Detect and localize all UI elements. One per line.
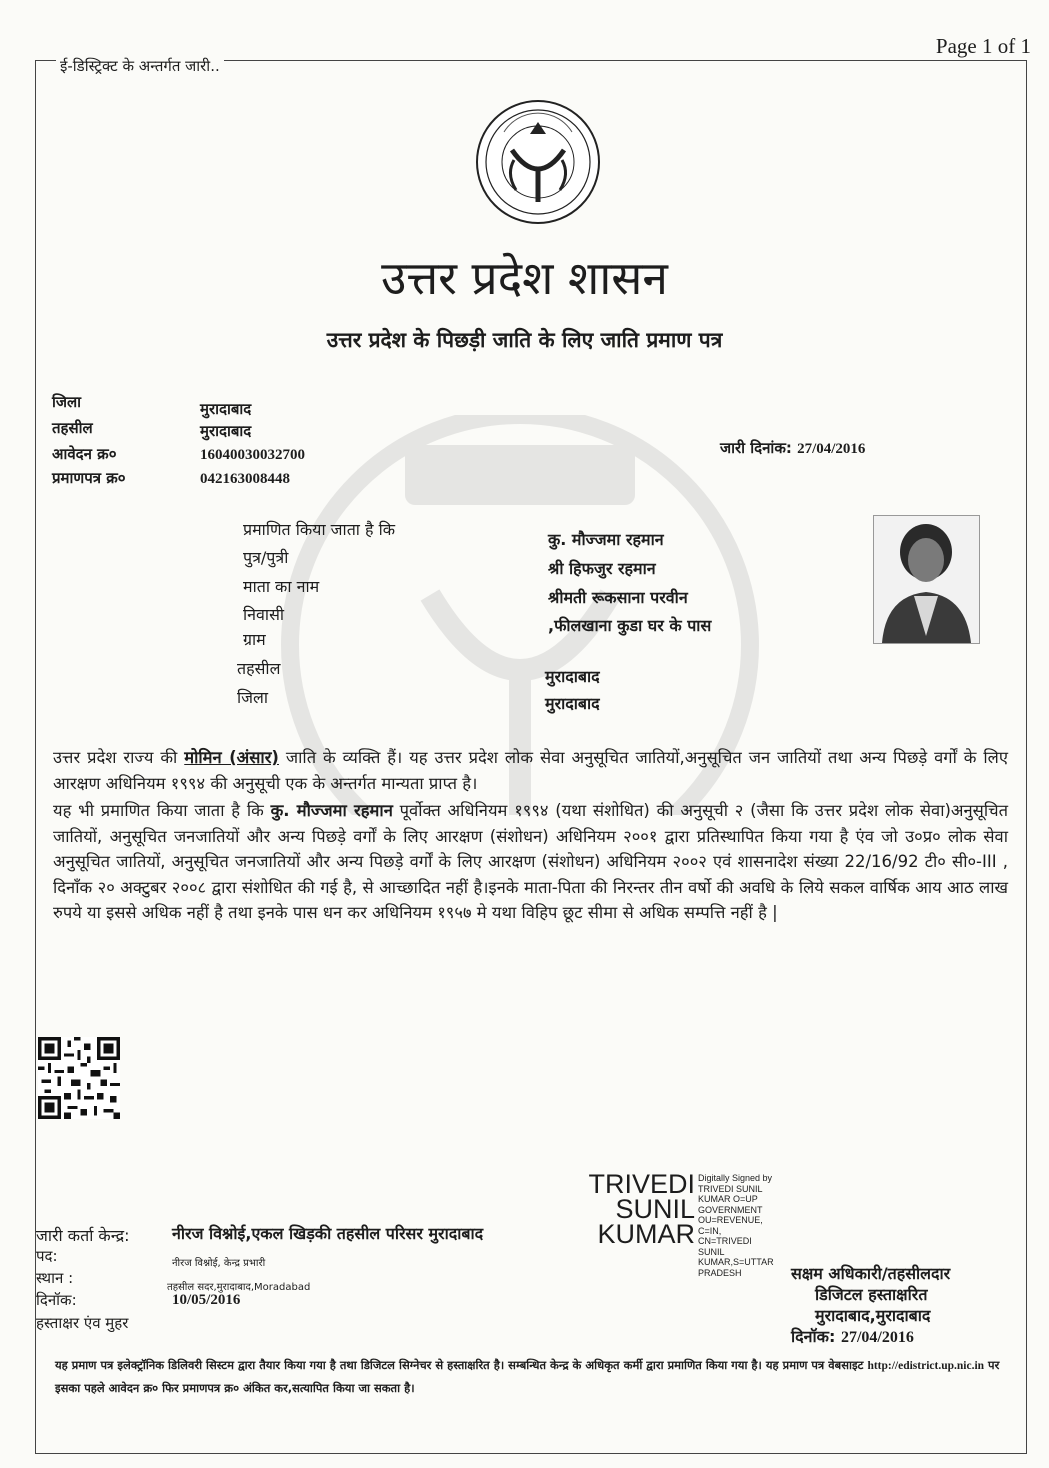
- issue-date-value: 27/04/2016: [797, 441, 866, 457]
- detail-tehsil-value: मुरादाबाद: [545, 667, 600, 686]
- place-value-text: तहसील सदर,मुरादाबाद,Moradabad: [167, 1282, 311, 1293]
- qr-code: [38, 1037, 120, 1119]
- post-value: [172, 1251, 265, 1270]
- up-government-emblem: [474, 98, 602, 226]
- detail-tehsil-label: तहसील: [237, 659, 281, 678]
- header-note: ई-डिस्ट्रिक्ट के अन्तर्गत जारी..: [56, 56, 224, 76]
- body-text-1a: उत्तर प्रदेश राज्य की: [53, 748, 185, 767]
- parent-label: पुत्र/पुत्री: [243, 548, 289, 567]
- certificate-no-value: 042163008448: [200, 471, 290, 487]
- detail-district-value: मुरादाबाद: [545, 694, 600, 713]
- certify-label: प्रमाणित किया जाता है कि: [243, 520, 396, 539]
- issuer-date-value: 10/05/2016: [172, 1292, 241, 1308]
- district-value: मुरादाबाद: [200, 400, 252, 418]
- document-subtitle: उत्तर प्रदेश के पिछड़ी जाति के लिए जाति प्रमाण पत्र: [326, 328, 723, 352]
- issue-date-label: जारी दिनांक:: [720, 439, 792, 457]
- income-paragraph: [53, 798, 1008, 926]
- tehsil-value: मुरादाबाद: [200, 422, 252, 440]
- signature-meta-line: Digitally Signed by: [698, 1173, 773, 1183]
- mother-name-label: माता का नाम: [243, 577, 320, 596]
- signature-meta-line: KUMAR O=UP: [698, 1194, 758, 1204]
- issuing-center-label: जारी कर्ता केन्द्र:: [36, 1226, 130, 1245]
- application-no-label: आवेदन क्र०: [52, 445, 117, 463]
- post-value-text: नीरज विश्नोई, केन्द्र प्रभारी: [172, 1258, 266, 1269]
- competent-authority: [791, 1263, 950, 1348]
- body-applicant-name: कु. मौज्जमा रहमान: [270, 801, 393, 820]
- tehsil-label: तहसील: [52, 419, 93, 437]
- applicant-photo: [873, 515, 980, 644]
- place-label: स्थान :: [36, 1269, 74, 1287]
- authority-designation: सक्षम अधिकारी/तहसीलदार: [791, 1264, 951, 1283]
- verification-footer: [55, 1354, 1000, 1399]
- footer-text-b: पर इसका पहले आवेदन क्र० फिर प्रमाणपत्र क्र० अंकित कर,सत्यापित किया जा सकता है।: [55, 1358, 1000, 1395]
- authority-date-label: दिनॉक:: [791, 1327, 836, 1346]
- detail-district-label: जिला: [237, 688, 269, 707]
- signature-meta-line: C=IN,: [698, 1225, 722, 1236]
- certificate-body: [53, 745, 1008, 928]
- body-text-2a: यह भी प्रमाणित किया जाता है कि: [53, 801, 271, 820]
- body-text-1b: जाति के व्यक्ति हैं। यह उत्तर प्रदेश लोक सेवा अनुसूचित जातियों,अनुसूचित जन जातियों तथा अन्य पिछड़े वर्गों के लिए आरक्षण अधिनियम १९९४ की अनुसूची एक के अन्तर्गत मान्यता प्राप्त है।: [53, 748, 1008, 793]
- district-label: जिला: [52, 393, 82, 411]
- signature-meta-line: CN=TRIVEDI: [698, 1236, 752, 1246]
- signature-seal-label: हस्ताक्षर एंव मुहर: [36, 1314, 129, 1332]
- signature-meta-line: KUMAR,S=UTTAR: [698, 1257, 774, 1267]
- body-text-2b: पूर्वोक्त अधिनियम १९९४ (यथा संशोधित) की अनुसूची २ (जैसा कि उत्तर प्रदेश लोक सेवा)अनुसूचित जातियों, अनुसूचित जनजातियों और अन्य पिछड़े वर्गों के लिए आरक्षण (संशोधन) अधिनियम २००१ द्वारा प्रतिस्थापित किया गया है एंव जो उ०प्र० लोक सेवा अनुसूचित जातियों, अनुसूचित जनजातियों और अन्य पिछड़े वर्गों के लिए आरक्षण (संशोधन) अधिनियम २००२ एवं शासनादेश संख्या 22/16/92 टी० सी०-III , दिनाँक २० अक्टुबर २००८ द्वारा संशोधित की गई है, से आच्छादित नहीं है।इनके माता-पिता की निरन्तर तीन वर्षो की अवधि के लिये सकल वार्षिक आय आठ लाख रुपये या इससे अधिक नहीं है तथा इनके पास धन कर अधिनियम १९५७ मे यथा विहिप छूट सीमा से अधिक सम्पत्ति नहीं है |: [53, 801, 1008, 922]
- caste-paragraph: [53, 745, 1008, 796]
- digital-signature-details: [698, 1173, 793, 1278]
- post-label: पद:: [36, 1247, 58, 1265]
- digital-signature-name: [583, 1169, 695, 1249]
- signature-meta-line: OU=REVENUE,: [698, 1215, 763, 1225]
- authority-date: 27/04/2016: [840, 1329, 914, 1346]
- application-no-value: 16040030032700: [200, 447, 305, 463]
- caste-name: मोमिन (अंसार): [184, 748, 279, 767]
- signature-meta-line: TRIVEDI SUNIL: [698, 1183, 763, 1194]
- mother-name: श्रीमती रूकसाना परवीन: [548, 588, 688, 607]
- signature-meta-line: GOVERNMENT: [698, 1204, 763, 1215]
- village-label: ग्राम: [243, 630, 266, 649]
- page-number: Page 1 of 1: [935, 34, 1031, 58]
- document-title: उत्तर प्रदेश शासन: [381, 251, 668, 305]
- signature-meta-line: PRADESH: [698, 1267, 742, 1278]
- signature-name-line: TRIVEDI: [588, 1169, 695, 1199]
- authority-digital-signed: डिजिटल हस्ताक्षरित: [815, 1285, 928, 1304]
- signature-meta-line: SUNIL: [698, 1246, 725, 1257]
- footer-text-a: यह प्रमाण पत्र इलेक्ट्रॉनिक डिलिवरी सिस्टम द्वारा तैयार किया गया है तथा डिजिटल सिग्नेचर से हस्ताक्षरित है। सम्बन्धित केन्द्र के अधिकृत कर्मी द्वारा प्रमाणित किया गया है। यह प्रमाण पत्र वेबसाइट: [55, 1358, 868, 1372]
- issue-date: [720, 438, 865, 458]
- issuing-center-value: नीरज विश्नोई,एकल खिड़की तहसील परिसर मुरादाबाद: [172, 1224, 484, 1243]
- certificate-no-label: प्रमाणपत्र क्र०: [52, 469, 126, 487]
- signature-name-line: SUNIL: [615, 1194, 695, 1224]
- verification-url[interactable]: http://edistrict.up.nic.in: [867, 1360, 985, 1372]
- signature-name-line: KUMAR: [597, 1219, 695, 1249]
- father-name: श्री हिफजुर रहमान: [548, 559, 656, 578]
- authority-location: मुरादाबाद,मुरादाबाद: [815, 1306, 931, 1325]
- resident-label: निवासी: [243, 605, 285, 624]
- address-value: ,फीलखाना कुडा घर के पास: [548, 616, 712, 635]
- issuer-date-label: दिनॉक:: [36, 1291, 77, 1309]
- applicant-name: कु. मौज्जमा रहमान: [548, 530, 664, 549]
